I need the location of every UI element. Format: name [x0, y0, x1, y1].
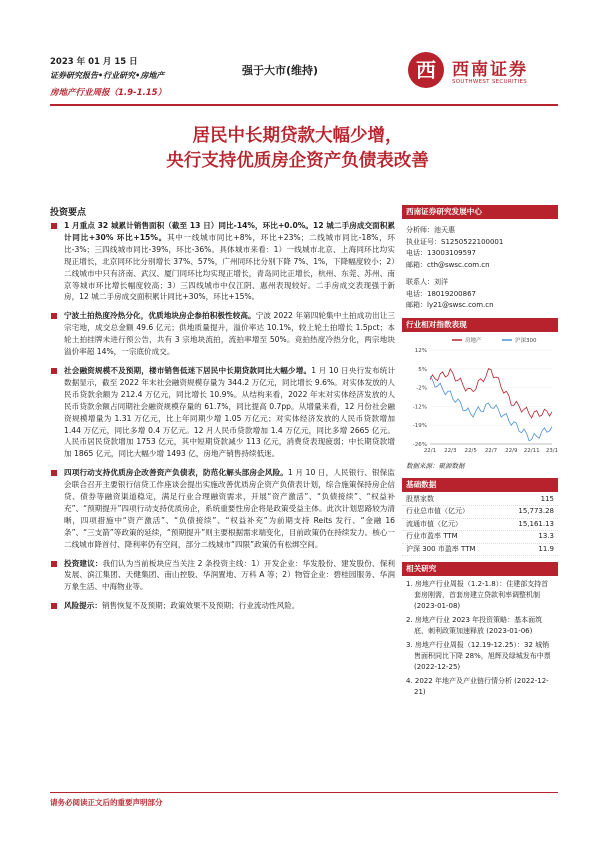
- point-text: 销售恢复不及预期；政策效果不及预期；行业流动性风险。: [101, 601, 300, 611]
- y-tick-label: 12%: [414, 347, 427, 354]
- point-lead: 四项行动支持优质房企改善资产负债表，防范化解头部房企风险。: [64, 468, 289, 478]
- point-lead: 风险提示：: [64, 601, 102, 611]
- x-tick-label: 22/5: [464, 447, 477, 454]
- point-lead: 社会融资规模不及预期，楼市销售低迷下居民中长期贷款同比大幅少增。: [64, 365, 312, 375]
- contact-email[interactable]: 邮箱：ly21@swsc.com.cn: [406, 301, 494, 309]
- team-header: 西南证券研究发展中心: [402, 205, 558, 219]
- footer-disclaimer: 请务必阅读正文后的重要声明部分: [50, 798, 163, 807]
- y-tick-label: -26%: [412, 441, 427, 448]
- series-line: [430, 368, 552, 417]
- key-point: [50, 558, 395, 594]
- chart-source: 数据来源：聚源数据: [406, 461, 465, 470]
- rating: 强于大市(维持): [242, 64, 319, 77]
- analyst-email[interactable]: 邮箱：cth@swsc.com.cn: [406, 260, 490, 269]
- analyst-phone: 电话：13003109597: [406, 249, 476, 257]
- x-tick-label: 22/7: [484, 447, 498, 454]
- point-text: 其中一线城市同比+8%，环比+23%；二线城市同比-18%，环比-3%；三四线城市同比-39%，环比-36%。具体城市来看：1）一线城市北京、上海同环比均实现正增长，北京同环比分别增长 37%、57%，广州同环比分别下降 7%、1%，下降幅度较小；2）二线城市中只有济南、武汉、厦门同环比均实现正增长，青岛同比正增长，杭州、东莞、苏州、南京等城市环比增长幅度较高；3）三四线城市中仅江阴、惠州表现较好。二手房成交表现强于新房，12 城二手房成交面积累计同比+30%，环比+15%。: [64, 232, 395, 302]
- weekly-title: 房地产行业周报（1.9-1.15）: [50, 88, 167, 98]
- basic-data-table: [402, 492, 558, 557]
- y-tick-label: -12%: [412, 403, 427, 410]
- key-point: [50, 365, 395, 460]
- series-line: [430, 376, 552, 440]
- company-logo: [408, 52, 558, 96]
- x-tick-label: 23/1: [545, 447, 558, 454]
- point-text: 我们认为当前板块应当关注 2 条投资主线：1）开发企业：华发股份、建发股份、保利发展、滨江集团、天健集团、南山控股、华润置地、万科 A 等；2）物管企业：碧桂园服务、华润万象生活、中海物业等。: [64, 558, 395, 592]
- logo-en-text: SOUTHWEST SECURITIES: [452, 79, 528, 85]
- point-text: 1 月 10 日，人民银行、银保监会联合召开主要银行信贷工作座谈会提出实施改善优质房企资产负债表计划，综合施策保持房企信贷、债券等融资渠道稳定，满足行业合理融资需求，开展“资产激活”、“负债接续”、“权益补充”、“预期提升”四项行动支持优质房企，系统重要性房企将是政策受益主体。此次计划思路较为清晰，四项措施中“资产激活”、“负债接续”、“权益补充”为前期支持 Reits 发行、“金融 16 条”、“三支箭”等政策的延续，“预期提升”则主要根据需求端变化，目前政策仍在持续发力。核心一二线城市降首付、降利率仍有空间，部分二线城市“四限”政策仍有松绑空间。: [64, 468, 396, 549]
- section-title: 投资要点: [50, 208, 87, 218]
- chart-header: 行业相对指数表现: [402, 318, 558, 332]
- related-item[interactable]: 2. 房地产行业 2023 年投资策略：基本面筑底，刺利政策加速释放 (2023-01-06): [406, 616, 543, 635]
- basic-row: 行业总市值（亿元） 15,773.28: [402, 506, 558, 519]
- legend-label: 沪深300: [515, 337, 537, 344]
- point-lead: 1 月重点 32 城累计销售面积（截至 13 日）同比-14%，环比+0.0%。12 城二手房成交面积累计同比+30% 环比+15%。: [64, 221, 395, 242]
- sidebar: [402, 205, 558, 701]
- y-tick-label: -2%: [416, 385, 427, 392]
- related-item[interactable]: 4. 2022 年地产及产业链行情分析 (2022-12-21): [406, 677, 549, 696]
- footer-divider: [50, 792, 558, 793]
- report-type: 证券研究报告•行业研究•房地产: [50, 71, 165, 80]
- key-point: [50, 310, 395, 358]
- basic-data-header: 基础数据: [402, 478, 558, 492]
- header-divider: [50, 104, 558, 106]
- point-lead: 投资建议：: [64, 558, 103, 568]
- point-text: 1 月 10 日央行发布统计数据显示，截至 2022 年末社会融资规模存量为 344.2 万亿元，同比增长 9.6%。对实体发放的人民币贷款余额为 212.4 万亿元，同比增长 10.9%。从结构来看，2022 年末对实体经济发放的人民币贷款余额占同期社会融资规模存量的 61.7%，同比提高 0.7pp。从增量来看，12 月份社会融资规模增量为 1.31 万亿元，比上年同期少增 1.05 万亿元；对实体经济发放的人民币贷款增加 1.44 万亿元，同比多增 0.4 万亿元。12 月人民币贷款增加 1.4 万亿元，同比多增 2665 亿元。人民币居民贷款增加 1753 亿元，其中短期贷款减少 113 亿元，消费贷表现疲弱；中长期贷款增加 1865 亿元，同比大幅少增 1493 亿，房地产销售持续低迷。: [64, 365, 395, 459]
- related-item[interactable]: 1. 房地产行业周报（1.2-1.8）：住建部支持首套房刚需，首套房建立贷款利率调整机制 (2023-01-08): [406, 580, 549, 610]
- y-tick-label: 5%: [418, 366, 427, 373]
- key-points: [50, 220, 395, 612]
- y-tick-label: -19%: [412, 422, 427, 429]
- key-point: [50, 600, 395, 612]
- x-tick-label: 22/3: [444, 447, 457, 454]
- x-tick-label: 22/1: [423, 447, 437, 454]
- main-content: [50, 220, 395, 619]
- title-line-2: 央行支持优质房企资产负债表改善: [166, 151, 429, 171]
- logo-mark: 西: [408, 52, 444, 88]
- key-point: [50, 220, 395, 303]
- related-header: 相关研究: [402, 562, 558, 576]
- chart-box: [402, 332, 558, 460]
- analyst-name: 分析师：池天惠: [406, 226, 455, 234]
- basic-row: 沪深 300 市盈率 TTM 11.9: [402, 544, 558, 557]
- basic-row: 流通市值（亿元） 15,161.13: [402, 519, 558, 532]
- analyst-license: 执业证号：S1250522100001: [406, 237, 504, 246]
- related-list: [402, 576, 558, 698]
- x-tick-label: 22/11: [523, 447, 540, 454]
- report-date: 2023 年 01 月 15 日: [50, 57, 138, 67]
- basic-row: 股票家数 115: [402, 494, 558, 507]
- point-lead: 宁波土拍热度冷热分化，优质地块房企参拍积极性较高。: [64, 311, 256, 321]
- point-text: 宁波 2022 年第四轮集中土拍成功出让三宗宅地，成交总金额 49.6 亿元；供地质量提升，溢价率达 10.1%，较上轮土拍增长 1.5pct；本轮土拍挂牌未进行预公告，共有 3 宗地块流拍，流拍率增至 50%。竞拍热度冷热分化，两宗地块溢价率超 14%，一宗底价成交。: [64, 311, 395, 357]
- basic-row: 行业市盈率 TTM 13.3: [402, 531, 558, 544]
- logo-cn-text: 西南证券: [452, 60, 528, 80]
- related-item[interactable]: 3. 房地产行业周报（12.19-12.25）：32 城销售面积同比下降 28%，旭辉及绿城发布中票 (2022-12-25): [406, 641, 551, 671]
- key-point: [50, 467, 395, 550]
- title-line-1: 居民中长期贷款大幅少增，: [192, 126, 403, 146]
- contact-name: 联系人：刘洋: [406, 278, 448, 286]
- legend-label: 房地产: [465, 337, 482, 344]
- relative-index-chart: [402, 332, 558, 460]
- x-tick-label: 22/9: [505, 447, 518, 454]
- contact-phone: 电话：18019200867: [406, 289, 476, 298]
